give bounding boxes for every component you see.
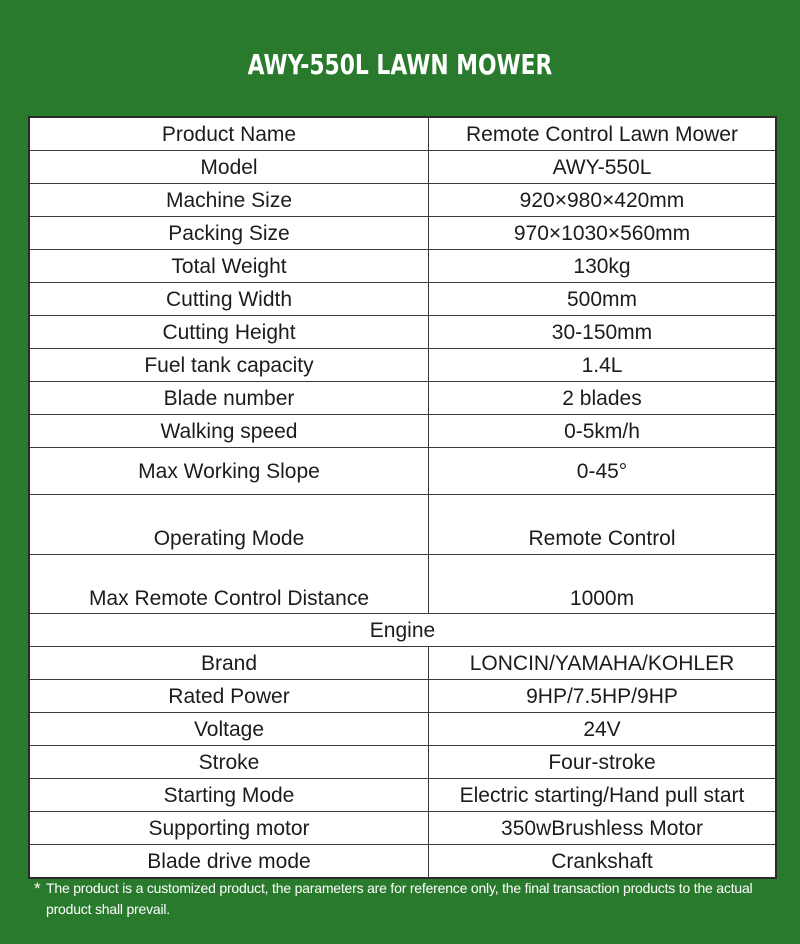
spec-value: 130kg: [429, 250, 777, 283]
spec-label: Cutting Width: [29, 283, 429, 316]
table-row: [29, 812, 776, 845]
spec-value: 30-150mm: [429, 316, 777, 349]
spec-label: Packing Size: [29, 217, 429, 250]
asterisk-icon: *: [34, 879, 41, 898]
spec-value: 0-45°: [429, 448, 777, 495]
engine-heading: Engine: [29, 614, 776, 647]
spec-table: [28, 116, 777, 879]
spec-value: 2 blades: [429, 382, 777, 415]
spec-value: Electric starting/Hand pull start: [429, 779, 777, 812]
table-row: [29, 415, 776, 448]
section-row: [29, 614, 776, 647]
spec-value: 970×1030×560mm: [429, 217, 777, 250]
spec-label: Voltage: [29, 713, 429, 746]
spec-value: 920×980×420mm: [429, 184, 777, 217]
spec-label: Max Working Slope: [29, 448, 429, 495]
disclaimer-text: The product is a customized product, the parameters are for reference only, the final transaction products to the actual product shall prevail.: [46, 880, 753, 917]
table-row: [29, 283, 776, 316]
spec-value: Remote Control Lawn Mower: [429, 117, 777, 151]
spec-value: 500mm: [429, 283, 777, 316]
table-row: [29, 495, 776, 555]
spec-label: Walking speed: [29, 415, 429, 448]
spec-label: Max Remote Control Distance: [29, 555, 429, 614]
disclaimer-note: [34, 878, 774, 920]
page-title: AWY-550L LAWN MOWER: [247, 48, 553, 81]
spec-label: Operating Mode: [29, 495, 429, 555]
table-row: [29, 555, 776, 614]
spec-value: 24V: [429, 713, 777, 746]
table-row: [29, 746, 776, 779]
table-row: [29, 316, 776, 349]
spec-value: AWY-550L: [429, 151, 777, 184]
spec-label: Starting Mode: [29, 779, 429, 812]
spec-value: Crankshaft: [429, 845, 777, 879]
spec-label: Stroke: [29, 746, 429, 779]
table-row: [29, 713, 776, 746]
spec-value: 350wBrushless Motor: [429, 812, 777, 845]
spec-value: 1.4L: [429, 349, 777, 382]
table-row: [29, 217, 776, 250]
spec-label: Supporting motor: [29, 812, 429, 845]
spec-value: Four-stroke: [429, 746, 777, 779]
table-row: [29, 680, 776, 713]
table-row: [29, 250, 776, 283]
table-row: [29, 448, 776, 495]
spec-value: Remote Control: [429, 495, 777, 555]
spec-label: Brand: [29, 647, 429, 680]
spec-label: Total Weight: [29, 250, 429, 283]
table-row: [29, 845, 776, 879]
spec-label: Model: [29, 151, 429, 184]
spec-label: Rated Power: [29, 680, 429, 713]
table-row: [29, 184, 776, 217]
spec-label: Blade drive mode: [29, 845, 429, 879]
table-row: [29, 349, 776, 382]
table-row: [29, 117, 776, 151]
spec-value: 0-5km/h: [429, 415, 777, 448]
table-row: [29, 151, 776, 184]
table-row: [29, 647, 776, 680]
spec-label: Fuel tank capacity: [29, 349, 429, 382]
spec-label: Machine Size: [29, 184, 429, 217]
table-row: [29, 382, 776, 415]
spec-value: 9HP/7.5HP/9HP: [429, 680, 777, 713]
spec-label: Cutting Height: [29, 316, 429, 349]
spec-label: Blade number: [29, 382, 429, 415]
spec-value: 1000m: [429, 555, 777, 614]
table-row: [29, 779, 776, 812]
spec-label: Product Name: [29, 117, 429, 151]
spec-value: LONCIN/YAMAHA/KOHLER: [429, 647, 777, 680]
